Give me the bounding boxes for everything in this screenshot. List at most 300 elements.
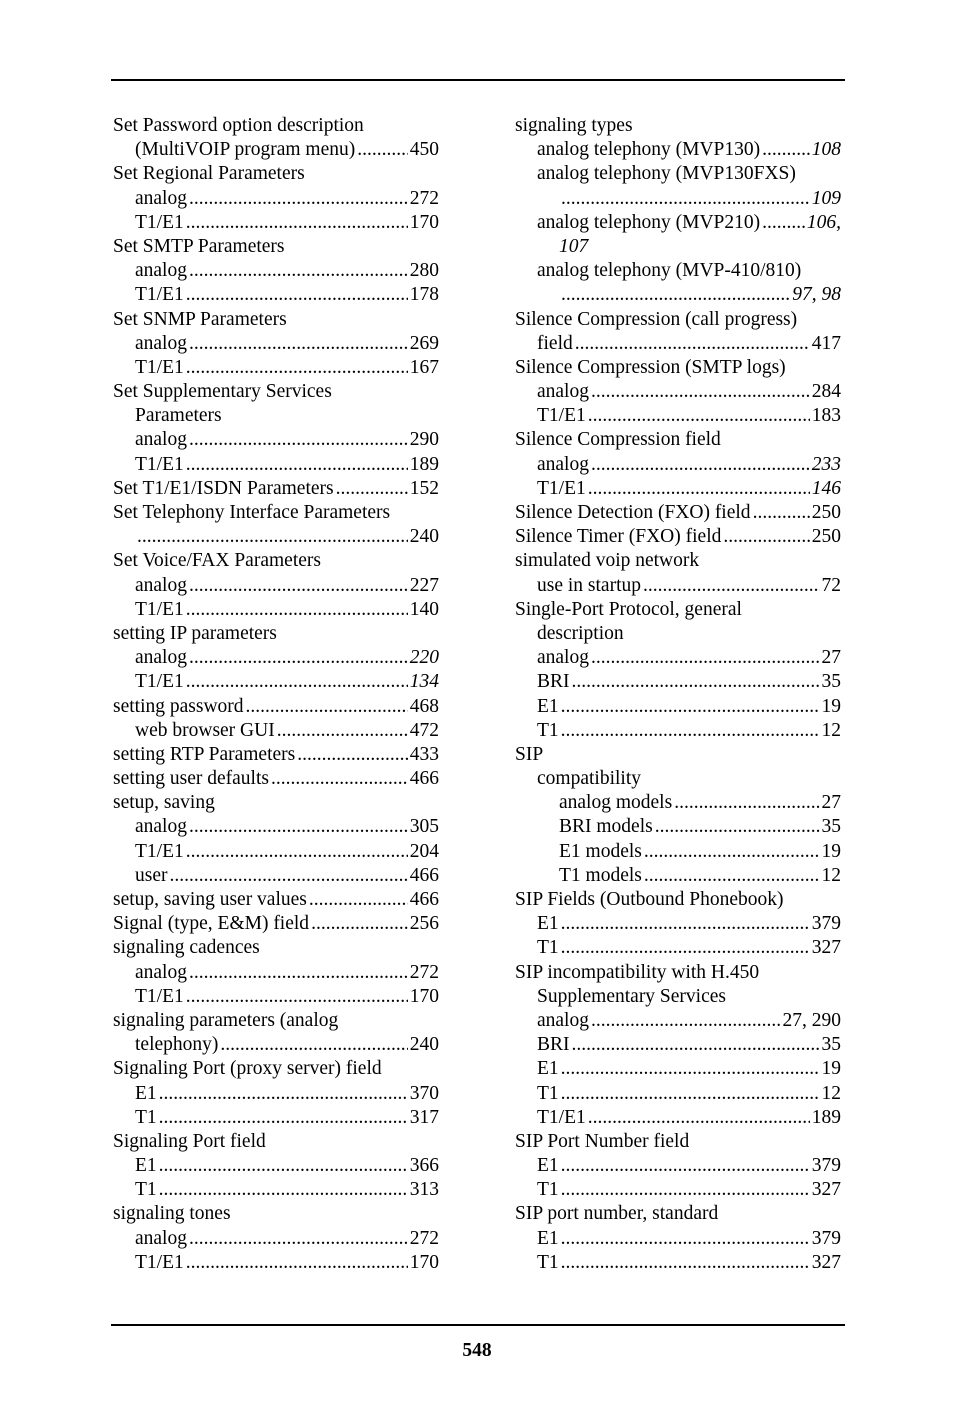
- dot-leader: [561, 695, 820, 719]
- dot-leader: [186, 356, 408, 380]
- index-entry: [113, 961, 439, 985]
- index-entry: [113, 622, 439, 646]
- index-term: T1: [537, 1251, 559, 1273]
- dot-leader: [186, 1251, 408, 1275]
- index-term: signaling cadences: [113, 937, 260, 959]
- index-entry: [515, 138, 841, 162]
- index-entry: [515, 525, 841, 549]
- index-entry: [515, 380, 841, 404]
- dot-leader: [159, 1106, 408, 1130]
- index-term: T1: [537, 1179, 559, 1201]
- dot-leader: [159, 1154, 408, 1178]
- dot-leader: [189, 961, 408, 985]
- index-term: use in startup: [537, 574, 641, 596]
- index-term: analog: [537, 381, 589, 403]
- index-entry: [515, 283, 841, 307]
- index-page-ref: 433: [409, 743, 439, 765]
- dot-leader: [137, 525, 408, 549]
- dot-leader: [655, 815, 820, 839]
- index-entry: [515, 1082, 841, 1106]
- index-term: Signaling Port field: [113, 1130, 266, 1152]
- index-page-ref: 250: [811, 502, 841, 523]
- index-page-ref: 327: [811, 937, 841, 959]
- index-term: Set Password option description: [113, 115, 364, 136]
- dot-leader: [159, 1178, 408, 1202]
- index-term: Set Supplementary Services: [113, 381, 332, 403]
- index-page-ref: 370: [409, 1082, 439, 1104]
- dot-leader: [561, 1227, 810, 1251]
- index-term: T1/E1: [135, 671, 184, 693]
- index-entry: [515, 743, 841, 767]
- index-page-ref: 19: [821, 1058, 841, 1080]
- dot-leader: [186, 985, 408, 1009]
- index-term: SIP Port Number field: [515, 1130, 690, 1152]
- page-number: 548: [462, 1340, 492, 1361]
- index-page-ref: 269: [409, 332, 439, 354]
- index-entry: [113, 356, 439, 380]
- index-term: signaling types: [515, 115, 633, 136]
- index-term: 107: [559, 235, 589, 257]
- index-term: E1: [537, 913, 559, 935]
- dot-leader: [588, 477, 810, 501]
- index-term: Silence Detection (FXO) field: [515, 502, 751, 523]
- index-page-ref: 134: [409, 671, 439, 693]
- index-page-ref: 256: [409, 913, 439, 935]
- index-term: T1: [537, 937, 559, 959]
- index-term: analog telephony (MVP130FXS): [537, 163, 796, 185]
- dot-leader: [723, 525, 809, 549]
- index-term: setting user defaults: [113, 768, 269, 790]
- index-page-ref: 313: [409, 1179, 439, 1201]
- index-page-ref: 189: [811, 1106, 841, 1128]
- index-entry: [515, 961, 841, 985]
- index-entry: [515, 719, 841, 743]
- index-entry: [515, 1251, 841, 1275]
- dot-leader: [561, 1178, 810, 1202]
- index-term: analog models: [559, 792, 673, 814]
- index-entry: [113, 501, 439, 525]
- index-page-ref: 97, 98: [792, 284, 841, 306]
- index-term: analog: [135, 647, 187, 669]
- index-term: Silence Timer (FXO) field: [515, 526, 722, 548]
- index-page-ref: 167: [409, 356, 439, 378]
- index-term: E1: [537, 695, 559, 717]
- dot-leader: [189, 428, 408, 452]
- index-term: E1: [537, 1058, 559, 1080]
- index-entry: [515, 1154, 841, 1178]
- dot-leader: [753, 501, 810, 525]
- dot-leader: [561, 719, 820, 743]
- index-term: T1/E1: [537, 1106, 586, 1128]
- index-entry: [113, 840, 439, 864]
- index-page-ref: 227: [409, 574, 439, 596]
- index-entry: [515, 622, 841, 646]
- index-term: SIP incompatibility with H.450: [515, 961, 760, 983]
- dot-leader: [309, 888, 408, 912]
- dot-leader: [561, 936, 810, 960]
- index-page-ref: 35: [821, 816, 841, 838]
- dot-leader: [189, 259, 408, 283]
- index-entry: [113, 719, 439, 743]
- index-page-ref: 109: [811, 187, 841, 209]
- index-page-ref: 327: [811, 1179, 841, 1201]
- dot-leader: [644, 840, 820, 864]
- index-page-ref: 170: [409, 211, 439, 233]
- index-term: T1/E1: [135, 284, 184, 306]
- index-entry: [113, 1130, 439, 1154]
- index-page-ref: 366: [409, 1155, 439, 1177]
- index-term: Silence Compression field: [515, 429, 721, 451]
- index-entry: [113, 332, 439, 356]
- index-entry: [113, 1033, 439, 1057]
- index-page-ref: 466: [409, 768, 439, 790]
- index-term: simulated voip network: [515, 550, 700, 572]
- index-term: analog telephony (MVP130): [537, 139, 761, 161]
- index-page-ref: 12: [821, 864, 841, 886]
- dot-leader: [311, 912, 408, 936]
- dot-leader: [588, 404, 810, 428]
- index-term: T1/E1: [135, 453, 184, 475]
- index-term: E1: [135, 1155, 157, 1177]
- index-term: SIP Fields (Outbound Phonebook): [515, 889, 784, 910]
- index-page-ref: 379: [811, 1227, 841, 1249]
- dot-leader: [189, 332, 408, 356]
- index-term: E1: [537, 1155, 559, 1177]
- index-page-ref: 280: [409, 260, 439, 282]
- index-entry: [113, 162, 439, 186]
- index-term: analog: [135, 1227, 187, 1249]
- footer-rule: [111, 1324, 845, 1326]
- index-term: Silence Compression (SMTP logs): [515, 356, 786, 378]
- index-entry: [113, 912, 439, 936]
- index-entry: [515, 332, 841, 356]
- index-term: analog: [135, 187, 187, 209]
- dot-leader: [189, 187, 408, 211]
- index-page-ref: 220: [409, 647, 439, 669]
- dot-leader: [643, 574, 820, 598]
- index-term: analog: [135, 816, 187, 838]
- dot-leader: [575, 332, 810, 356]
- index-entry: [113, 1009, 439, 1033]
- index-term: Set Telephony Interface Parameters: [113, 502, 391, 523]
- index-entry: [113, 695, 439, 719]
- index-entry: [113, 1154, 439, 1178]
- index-term: SIP port number, standard: [515, 1203, 719, 1225]
- index-page-ref: 19: [821, 840, 841, 862]
- dot-leader: [561, 912, 810, 936]
- index-entry: [113, 477, 439, 501]
- index-page-ref: 170: [409, 1251, 439, 1273]
- index-term: Signal (type, E&M) field: [113, 913, 310, 935]
- index-page-ref: 450: [409, 139, 439, 161]
- index-page-ref: 272: [409, 1227, 439, 1249]
- index-entry: [113, 549, 439, 573]
- index-entry: [515, 1227, 841, 1251]
- index-entry: [113, 211, 439, 235]
- dot-leader: [220, 1033, 407, 1057]
- index-column-left: [113, 114, 439, 1275]
- index-page-ref: 27, 290: [782, 1009, 841, 1031]
- index-entry: [515, 1057, 841, 1081]
- dot-leader: [186, 283, 408, 307]
- dot-leader: [591, 453, 810, 477]
- index-entry: [113, 985, 439, 1009]
- dot-leader: [762, 138, 810, 162]
- index-page-ref: 12: [821, 1082, 841, 1104]
- index-entry: [515, 187, 841, 211]
- dot-leader: [297, 743, 408, 767]
- index-term: Set T1/E1/ISDN Parameters: [113, 477, 334, 499]
- index-term: telephony): [135, 1034, 219, 1056]
- index-term: analog: [135, 429, 187, 451]
- index-entry: [515, 1106, 841, 1130]
- dot-leader: [186, 598, 408, 622]
- index-term: analog telephony (MVP210): [537, 211, 761, 233]
- index-term: analog: [135, 961, 187, 983]
- index-entry: [515, 114, 841, 138]
- index-entry: [113, 791, 439, 815]
- dot-leader: [170, 864, 408, 888]
- index-page-ref: 327: [811, 1251, 841, 1273]
- index-entry: [113, 1178, 439, 1202]
- index-page-ref: 146: [811, 477, 841, 499]
- index-term: setting RTP Parameters: [113, 743, 296, 765]
- index-page-ref: 466: [409, 864, 439, 886]
- dot-leader: [271, 767, 408, 791]
- index-entry: [113, 888, 439, 912]
- index-term: T1: [537, 1082, 559, 1104]
- index-page-ref: 72: [821, 574, 841, 596]
- dot-leader: [189, 815, 408, 839]
- index-page-ref: 468: [409, 695, 439, 717]
- index-entry: [113, 114, 439, 138]
- index-page-ref: 240: [409, 526, 439, 548]
- index-entry: [515, 549, 841, 573]
- index-entry: [515, 912, 841, 936]
- dot-leader: [186, 670, 408, 694]
- index-term: BRI: [537, 1034, 570, 1056]
- index-entry: [113, 235, 439, 259]
- index-term: (MultiVOIP program menu): [135, 139, 356, 161]
- index-page-ref: 379: [811, 1155, 841, 1177]
- index-page-ref: 317: [409, 1106, 439, 1128]
- index-entry: [113, 404, 439, 428]
- dot-leader: [189, 574, 408, 598]
- index-page-ref: 272: [409, 187, 439, 209]
- index-page-ref: 240: [409, 1034, 439, 1056]
- dot-leader: [762, 211, 805, 235]
- index-entry: [113, 864, 439, 888]
- index-page-ref: 35: [821, 671, 841, 693]
- index-entry: [515, 695, 841, 719]
- index-page-ref: 106,: [806, 211, 841, 233]
- dot-leader: [572, 1033, 820, 1057]
- index-entry: [113, 525, 439, 549]
- index-entry: [515, 864, 841, 888]
- index-term: compatibility: [537, 768, 641, 790]
- index-entry: [113, 815, 439, 839]
- index-entry: [515, 888, 841, 912]
- index-term: analog: [537, 453, 589, 475]
- dot-leader: [561, 187, 810, 211]
- dot-leader: [588, 1106, 810, 1130]
- dot-leader: [591, 646, 820, 670]
- index-entry: [515, 936, 841, 960]
- dot-leader: [561, 1154, 810, 1178]
- index-term: analog: [135, 574, 187, 596]
- index-term: T1/E1: [135, 598, 184, 620]
- index-term: setting IP parameters: [113, 622, 277, 644]
- index-column-right: [515, 114, 841, 1275]
- index-page-ref: 140: [409, 598, 439, 620]
- index-entry: [113, 1082, 439, 1106]
- index-entry: [515, 453, 841, 477]
- index-term: analog: [537, 647, 589, 669]
- index-entry: [515, 1178, 841, 1202]
- index-entry: [113, 743, 439, 767]
- index-term: description: [537, 622, 624, 644]
- index-term: Signaling Port (proxy server) field: [113, 1058, 382, 1080]
- index-entry: [113, 936, 439, 960]
- index-term: Set SMTP Parameters: [113, 235, 285, 257]
- index-entry: [515, 477, 841, 501]
- index-entry: [515, 1202, 841, 1226]
- index-term: analog: [537, 1009, 589, 1031]
- index-term: T1/E1: [537, 477, 586, 499]
- index-page-ref: 466: [409, 889, 439, 910]
- index-term: BRI: [537, 671, 570, 693]
- dot-leader: [277, 719, 408, 743]
- dot-leader: [186, 211, 408, 235]
- index-term: signaling parameters (analog: [113, 1009, 339, 1031]
- index-entry: [515, 356, 841, 380]
- index-page-ref: 189: [409, 453, 439, 475]
- index-term: Silence Compression (call progress): [515, 308, 798, 330]
- index-entry: [113, 138, 439, 162]
- index-term: T1: [135, 1179, 157, 1201]
- dot-leader: [336, 477, 408, 501]
- dot-leader: [357, 138, 408, 162]
- index-page-ref: 250: [811, 526, 841, 548]
- index-page-ref: 290: [409, 429, 439, 451]
- index-page-ref: 19: [821, 695, 841, 717]
- index-entry: [515, 211, 841, 235]
- index-entry: [515, 1009, 841, 1033]
- index-entry: [113, 308, 439, 332]
- index-term: signaling tones: [113, 1203, 231, 1225]
- index-entry: [515, 259, 841, 283]
- index-entry: [515, 646, 841, 670]
- index-entry: [113, 1227, 439, 1251]
- dot-leader: [572, 670, 820, 694]
- index-page-ref: 183: [811, 405, 841, 427]
- index-entry: [113, 1057, 439, 1081]
- index-term: T1/E1: [135, 356, 184, 378]
- index-term: T1: [537, 719, 559, 741]
- index-page-ref: 27: [821, 792, 841, 814]
- index-term: T1/E1: [135, 211, 184, 233]
- index-term: analog: [135, 332, 187, 354]
- index-entry: [515, 501, 841, 525]
- index-term: T1/E1: [135, 985, 184, 1007]
- index-term: analog telephony (MVP-410/810): [537, 260, 802, 282]
- index-entry: [515, 574, 841, 598]
- index-entry: [515, 815, 841, 839]
- index-entry: [113, 670, 439, 694]
- index-entry: [515, 1033, 841, 1057]
- index-term: E1: [537, 1227, 559, 1249]
- index-entry: [113, 187, 439, 211]
- dot-leader: [561, 1057, 820, 1081]
- index-entry: [113, 259, 439, 283]
- index-term: T1 models: [559, 864, 642, 886]
- index-term: T1/E1: [135, 840, 184, 862]
- index-term: T1/E1: [537, 405, 586, 427]
- index-entry: [515, 767, 841, 791]
- index-term: E1: [135, 1082, 157, 1104]
- index-entry: [515, 235, 841, 259]
- dot-leader: [189, 646, 408, 670]
- index-page-ref: 35: [821, 1034, 841, 1056]
- index-term: setup, saving user values: [113, 889, 307, 910]
- dot-leader: [159, 1082, 408, 1106]
- dot-leader: [561, 283, 790, 307]
- index-entry: [113, 1106, 439, 1130]
- index-page-ref: 27: [821, 647, 841, 669]
- index-entry: [113, 453, 439, 477]
- index-page-ref: 12: [821, 719, 841, 741]
- index-page-ref: 272: [409, 961, 439, 983]
- index-entry: [113, 283, 439, 307]
- index-term: setup, saving: [113, 792, 215, 814]
- index-term: E1 models: [559, 840, 642, 862]
- index-entry: [113, 598, 439, 622]
- dot-leader: [591, 1009, 781, 1033]
- index-entry: [113, 428, 439, 452]
- index-term: Supplementary Services: [537, 985, 726, 1007]
- index-page-ref: 379: [811, 913, 841, 935]
- index-entry: [113, 1251, 439, 1275]
- index-entry: [515, 985, 841, 1009]
- dot-leader: [591, 380, 810, 404]
- index-page-ref: 178: [409, 284, 439, 306]
- dot-leader: [186, 453, 408, 477]
- index-entry: [515, 670, 841, 694]
- index-page-ref: 417: [811, 332, 841, 354]
- dot-leader: [674, 791, 819, 815]
- index-entry: [113, 380, 439, 404]
- header-rule: [111, 79, 845, 81]
- dot-leader: [644, 864, 820, 888]
- index-page-ref: 204: [409, 840, 439, 862]
- index-term: analog: [135, 260, 187, 282]
- index-entry: [113, 767, 439, 791]
- index-term: user: [135, 864, 168, 886]
- index-entry: [515, 840, 841, 864]
- index-page-ref: 284: [811, 381, 841, 403]
- index-term: Single-Port Protocol, general: [515, 598, 742, 620]
- index-page-ref: 108: [811, 139, 841, 161]
- dot-leader: [561, 1082, 820, 1106]
- index-term: T1/E1: [135, 1251, 184, 1273]
- index-entry: [515, 162, 841, 186]
- index-entry: [515, 308, 841, 332]
- index-term: setting password: [113, 695, 244, 717]
- index-page-ref: 472: [409, 719, 439, 741]
- index-term: T1: [135, 1106, 157, 1128]
- index-term: web browser GUI: [135, 719, 275, 741]
- index-entry: [515, 791, 841, 815]
